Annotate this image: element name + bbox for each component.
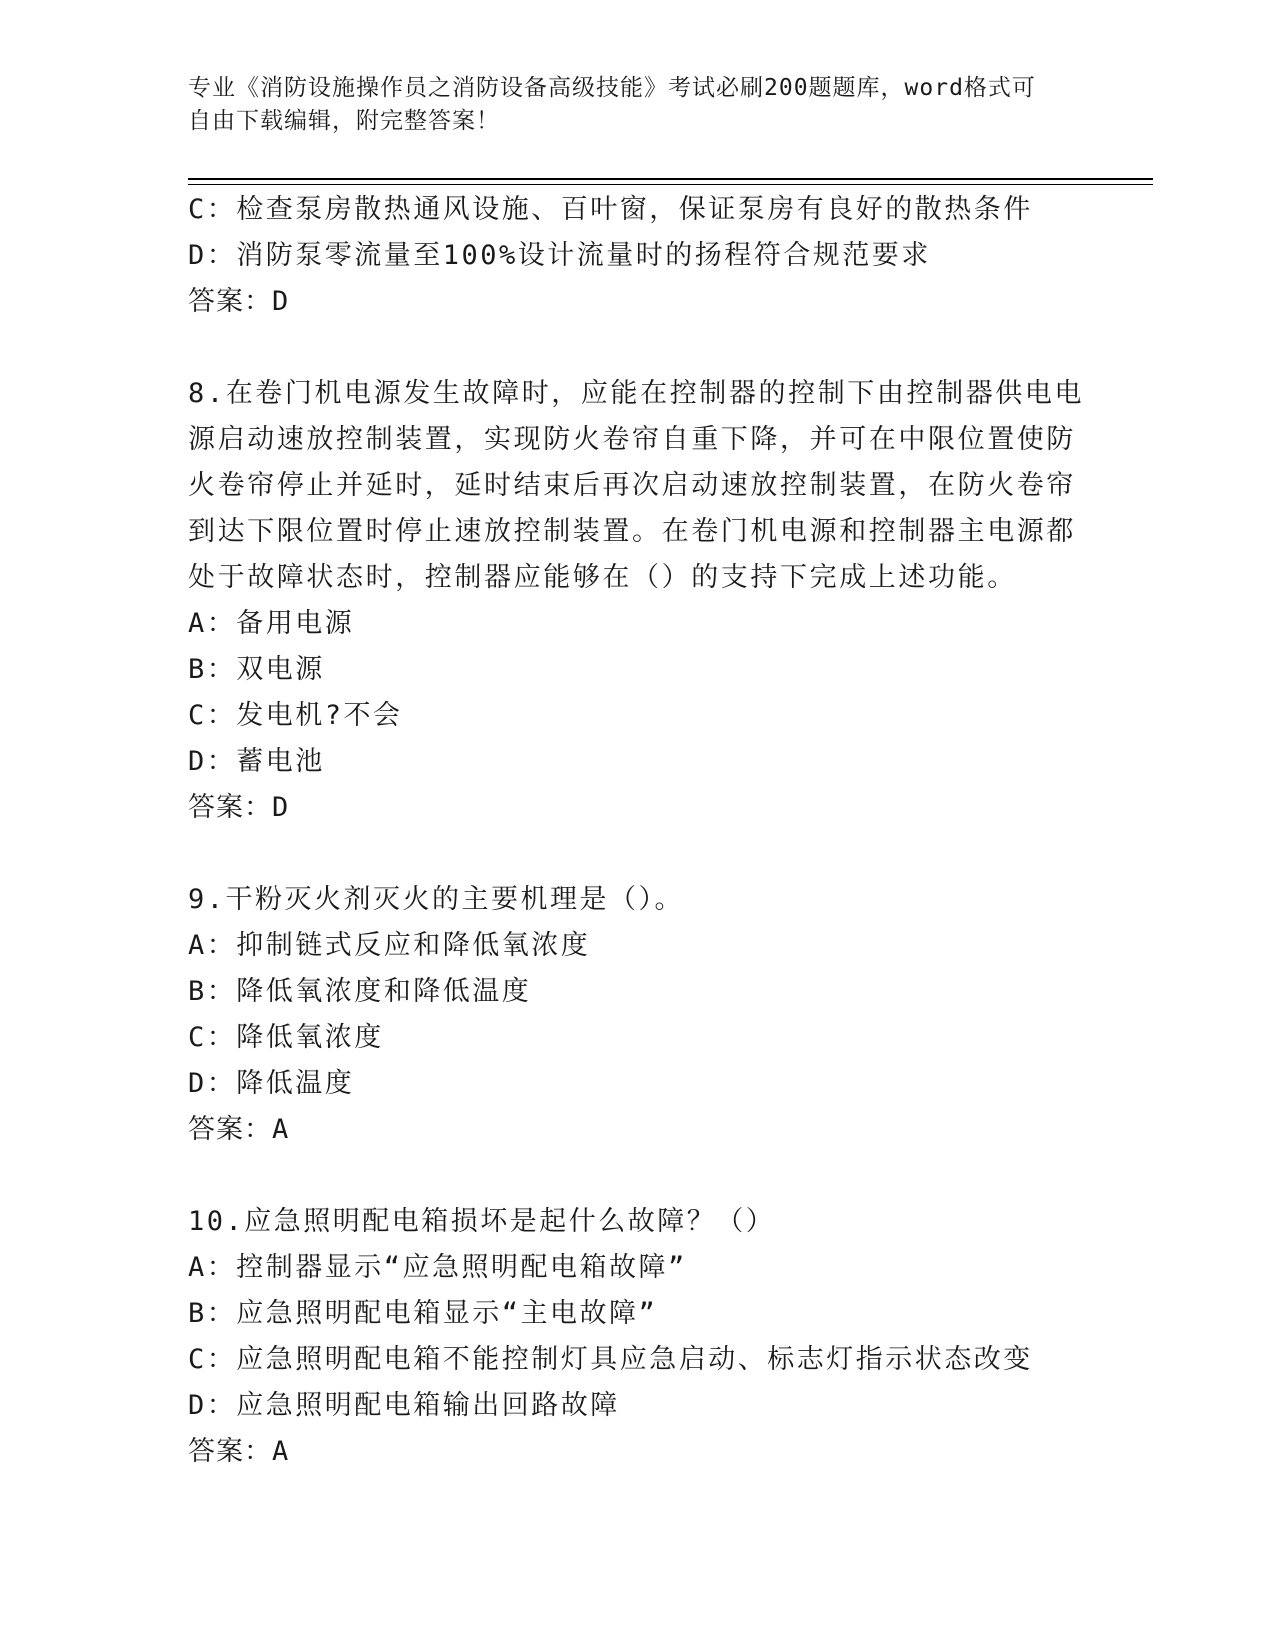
question-9 [188,877,1088,1153]
question-stem: 10.应急照明配电箱损坏是起什么故障？（） [188,1206,776,1237]
question-10 [188,1199,1088,1475]
option-a: A：抑制链式反应和降低氧浓度 [188,930,591,961]
option-a: A：备用电源 [188,608,355,639]
option-a: A：控制器显示“应急照明配电箱故障” [188,1252,687,1283]
document-header [188,72,1068,138]
option-d: D：降低温度 [188,1068,355,1099]
option-c: C：检查泵房散热通风设施、百叶窗，保证泵房有良好的散热条件 [188,194,1033,225]
option-d: D：蓄电池 [188,746,325,777]
question-stem: 9.干粉灭火剂灭火的主要机理是（）。 [188,884,685,915]
option-b: B：降低氧浓度和降低温度 [188,976,532,1007]
option-b: B：应急照明配电箱显示“主电故障” [188,1298,658,1329]
header-line-2: 自由下载编辑，附完整答案！ [188,108,500,134]
answer: 答案：A [188,1114,290,1145]
spacer [188,325,1088,371]
option-c: C：发电机?不会 [188,700,403,731]
header-divider-thick [188,178,1153,180]
option-c: C：降低氧浓度 [188,1022,384,1053]
stem-line: 8.在卷门机电源发生故障时，应能在控制器的控制下由控制器供电电 [188,378,1085,409]
option-d: D：应急照明配电箱输出回路故障 [188,1390,620,1421]
header-divider-thin [188,184,1153,185]
question-stem [188,371,1088,601]
spacer [188,831,1088,877]
stem-line: 到达下限位置时停止速放控制装置。在卷门机电源和控制器主电源都 [188,516,1076,547]
option-c: C：应急照明配电箱不能控制灯具应急启动、标志灯指示状态改变 [188,1344,1033,1375]
answer: 答案：D [188,286,290,317]
question-8 [188,371,1088,831]
header-line-1: 专业《消防设施操作员之消防设备高级技能》考试必刷200题题库，word格式可 [188,75,1036,101]
spacer [188,1153,1088,1199]
stem-line: 火卷帘停止并延时，延时结束后再次启动速放控制装置，在防火卷帘 [188,470,1076,501]
answer: 答案：A [188,1436,290,1467]
question-list [188,187,1088,1475]
answer: 答案：D [188,792,290,823]
question-7-continuation [188,187,1088,325]
option-d: D：消防泵零流量至100%设计流量时的扬程符合规范要求 [188,240,931,271]
option-b: B：双电源 [188,654,325,685]
stem-line: 处于故障状态时，控制器应能够在（）的支持下完成上述功能。 [188,562,1017,593]
stem-line: 源启动速放控制装置，实现防火卷帘自重下降，并可在中限位置使防 [188,424,1076,455]
